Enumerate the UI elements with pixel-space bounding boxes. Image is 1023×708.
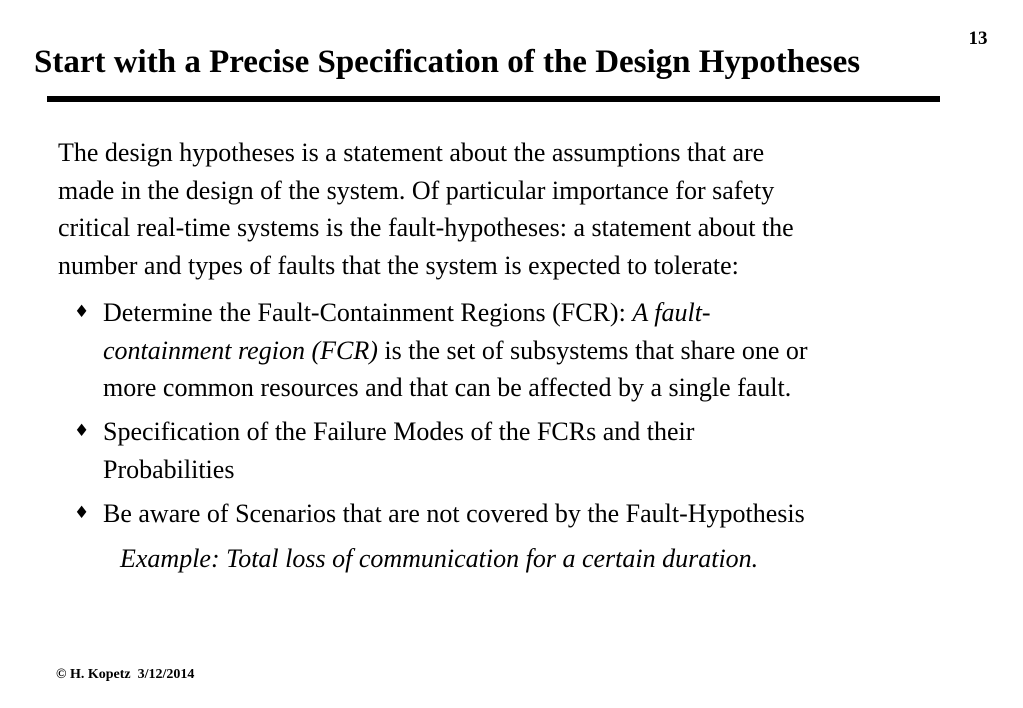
bullet-line-text: Determine the Fault-Containment Regions (FCR): bbox=[103, 298, 633, 327]
bullet-line bbox=[103, 332, 1003, 370]
diamond-bullet-icon: ♦ bbox=[74, 503, 90, 523]
intro-line: critical real-time systems is the fault-hypotheses: a statement about the bbox=[58, 213, 794, 242]
bullet-line: Specification of the Failure Modes of the FCRs and their bbox=[103, 417, 695, 446]
slide-title: Start with a Precise Specification of the Design Hypotheses bbox=[34, 44, 861, 80]
bullet-line: Be aware of Scenarios that are not covered by the Fault-Hypothesis bbox=[103, 499, 805, 528]
bullet-line-italic: containment region (FCR) bbox=[103, 335, 378, 365]
intro-line: number and types of faults that the system is expected to tolerate: bbox=[58, 250, 739, 280]
intro-paragraph bbox=[58, 134, 988, 284]
bullet-line-italic: A fault- bbox=[632, 298, 711, 327]
footer-copyright: © H. Kopetz 3/12/2014 bbox=[56, 667, 195, 682]
title-underline bbox=[47, 96, 940, 102]
bullet-line bbox=[103, 294, 1003, 332]
bullet-line-text: is the set of subsystems that share one or bbox=[377, 335, 808, 365]
diamond-bullet-icon: ♦ bbox=[74, 302, 90, 322]
bullet-text bbox=[103, 495, 1003, 533]
intro-line: made in the design of the system. Of particular importance for safety bbox=[58, 175, 775, 205]
bullet-line: Probabilities bbox=[103, 454, 235, 484]
bullet-line bbox=[103, 369, 1003, 407]
bullet-text bbox=[103, 413, 1003, 488]
diamond-bullet-icon: ♦ bbox=[74, 421, 90, 441]
bullet-text bbox=[103, 294, 1003, 407]
example-text: Example: Total loss of communication for a certain duration. bbox=[120, 544, 759, 573]
bullet-line-text: more common resources and that can be affected by a single fault. bbox=[103, 373, 792, 402]
slide-number: 13 bbox=[968, 28, 988, 49]
intro-line: The design hypotheses is a statement about the assumptions that are bbox=[58, 138, 765, 167]
